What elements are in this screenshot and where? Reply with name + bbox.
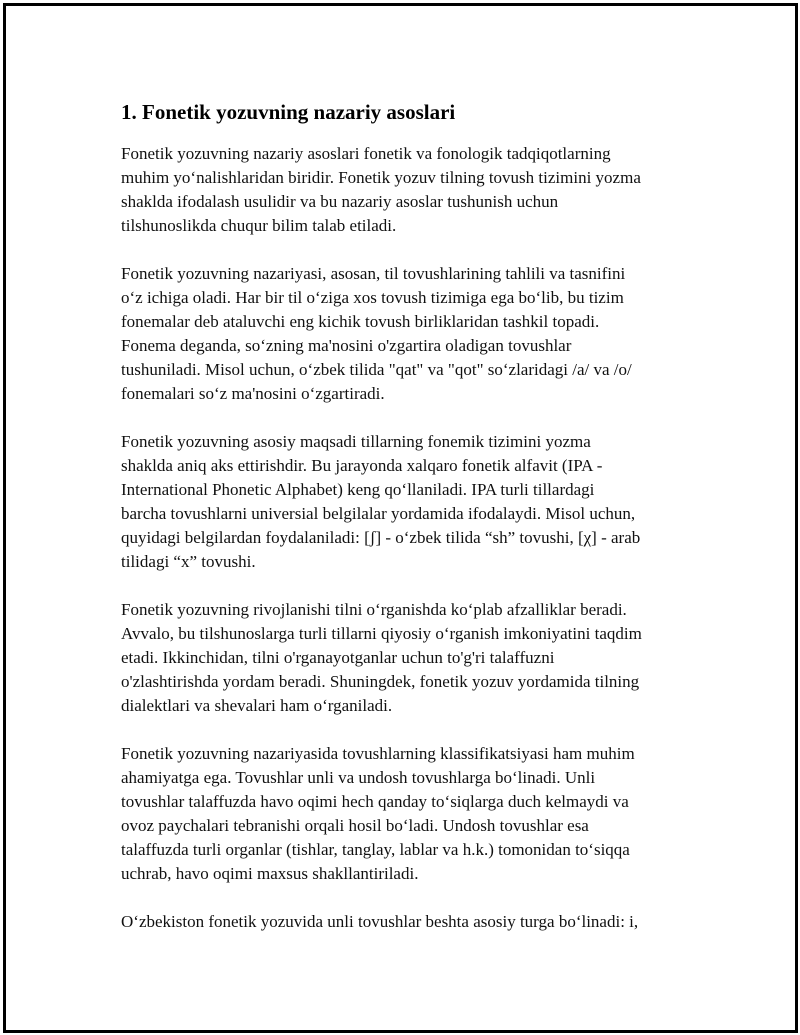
paragraph: Fonetik yozuvning nazariyasi, asosan, til tovushlarining tahlili va tasnifini o‘z ichiga oladi. Har bir til o‘ziga xos tovush tizimiga ega bo‘lib, bu tizim fonemalar deb ataluvchi eng kichik tovush birliklaridan tashkil topadi. Fonema deganda, so‘zning ma'nosini o'zgartira oladigan tovushlar tushuniladi. Misol uchun, o‘zbek tilida "qat" va "qot" so‘zlaridagi /a/ va /o/ fonemalari so‘z ma'nosini o‘zgartiradi.: [121, 264, 632, 403]
paragraph: Fonetik yozuvning nazariyasida tovushlarning klassifikatsiyasi ham muhim ahamiyatga ega. Tovushlar unli va undosh tovushlarga bo‘linadi. Unli tovushlar talaffuzda havo oqimi hech qanday to‘siqlarga duch kelmaydi va ovoz paychalari tebranishi orqali hosil bo‘ladi. Undosh tovushlar esa talaffuzda turli organlar (tishlar, tanglay, lablar va h.k.) tomonidan to‘siqqa uchrab, havo oqimi maxsus shakllantiriladi.: [121, 744, 635, 883]
paragraph: Fonetik yozuvning rivojlanishi tilni o‘rganishda ko‘plab afzalliklar beradi. Avvalo, bu tilshunoslarga turli tillarni qiyosiy o‘rganish imkoniyatini taqdim etadi. Ikkinchidan, tilni o'rganayotganlar uchun to'g'ri talaffuzni o'zlashtirishda yordam beradi. Shuningdek, fonetik yozuv yordamida tilning dialektlari va shevalari ham o‘rganiladi.: [121, 600, 642, 715]
section-heading: 1. Fonetik yozuvning nazariy asoslari: [121, 100, 456, 124]
paragraph: Fonetik yozuvning nazariy asoslari fonetik va fonologik tadqiqotlarning muhim yo‘nalishlaridan biridir. Fonetik yozuv tilning tovush tizimini yozma shaklda ifodalash usulidir va bu nazariy asoslar tushunish uchun tilshunoslikda chuqur bilim talab etiladi.: [121, 144, 641, 235]
paragraph: Fonetik yozuvning asosiy maqsadi tillarning fonemik tizimini yozma shaklda aniq aks ettirishdir. Bu jarayonda xalqaro fonetik alfavit (IPA - International Phonetic Alphabet) keng qo‘llaniladi. IPA turli tillardagi barcha tovushlarni universial belgilalar yordamida ifodalaydi. Misol uchun, quyidagi belgilardan foydalaniladi: [ʃ] - o‘zbek tilida “sh” tovushi, [χ] - arab tilidagi “x” tovushi.: [121, 432, 641, 571]
page-border: [3, 3, 798, 1033]
document-content: [121, 98, 691, 958]
paragraph: O‘zbekiston fonetik yozuvida unli tovushlar beshta asosiy turga bo‘linadi: i,: [121, 912, 639, 931]
